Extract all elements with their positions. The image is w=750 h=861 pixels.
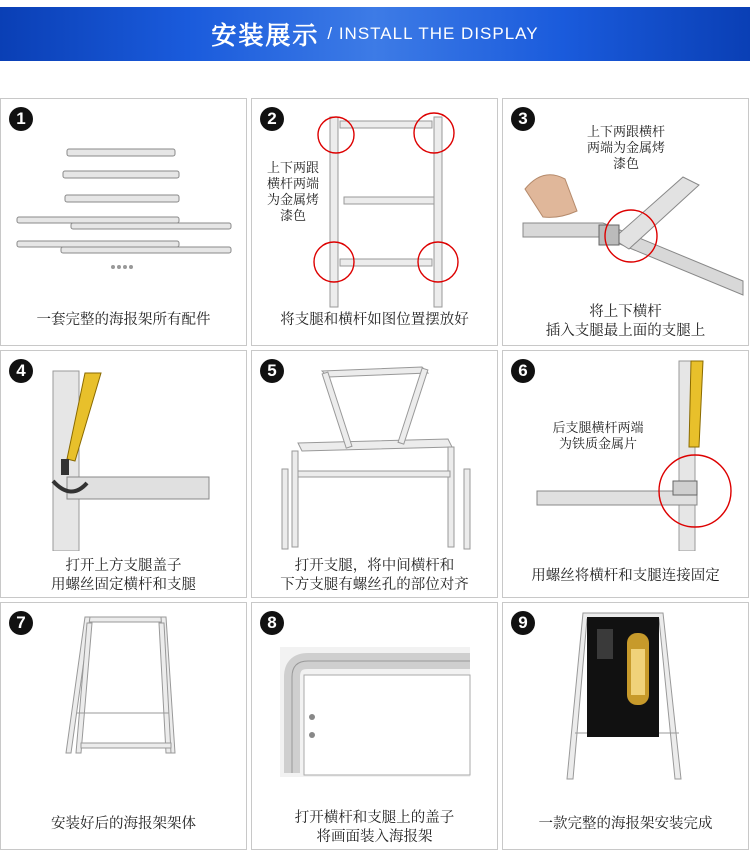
step-number: 9: [511, 611, 535, 635]
step-caption: 将上下横杆 插入支腿最上面的支腿上: [545, 304, 706, 339]
step-number: 5: [260, 359, 284, 383]
header-title: [0, 7, 750, 61]
step-caption: 打开上方支腿盖子 用螺丝固定横杆和支腿: [51, 558, 196, 593]
step-number: 8: [260, 611, 284, 635]
step-note: 上下两跟 横杆两端 为金属烤 漆色: [266, 161, 319, 224]
step-number: 4: [9, 359, 33, 383]
step-2-card: [251, 98, 498, 346]
open-legs-photo: [252, 351, 498, 556]
install-steps-grid: [0, 98, 750, 850]
step-number: 7: [9, 611, 33, 635]
step-caption: 用螺丝将横杆和支腿连接固定: [531, 568, 720, 584]
step-number: 6: [511, 359, 535, 383]
step-5-card: [251, 350, 498, 598]
step-7-card: [0, 602, 247, 850]
header-title-cn: 安装展示: [211, 21, 320, 50]
step-1-card: [0, 98, 247, 346]
completed-stand-photo: [503, 603, 749, 803]
step-note: 上下两跟横杆 两端为金属烤 漆色: [586, 125, 665, 172]
step-number: 3: [511, 107, 535, 131]
step-note: 后支腿横杆两端 为铁质金属片: [552, 421, 644, 452]
step-caption: 打开支腿，将中间横杆和 下方支腿有螺丝孔的部位对齐: [280, 558, 469, 593]
step-6-card: [502, 350, 749, 598]
step-caption: 打开横杆和支腿上的盖子 将画面装入海报架: [294, 810, 455, 845]
step-caption: 一款完整的海报架安装完成: [538, 816, 713, 832]
step-number: 2: [260, 107, 284, 131]
step-4-card: [0, 350, 247, 598]
header-banner: [0, 7, 750, 61]
step-8-card: [251, 602, 498, 850]
insert-poster-photo: [252, 603, 498, 803]
header-title-en: / INSTALL THE DISPLAY: [327, 24, 539, 43]
step-caption: 一套完整的海报架所有配件: [36, 312, 211, 328]
step-number: 1: [9, 107, 33, 131]
step-caption: 将支腿和横杆如图位置摆放好: [280, 312, 469, 328]
step-9-card: [502, 602, 749, 850]
screw-cap-photo: [1, 351, 247, 551]
step-3-card: [502, 98, 749, 346]
accessories-photo: [1, 99, 247, 299]
step-caption: 安装好后的海报架架体: [51, 816, 196, 832]
assembled-frame-photo: [1, 603, 247, 803]
